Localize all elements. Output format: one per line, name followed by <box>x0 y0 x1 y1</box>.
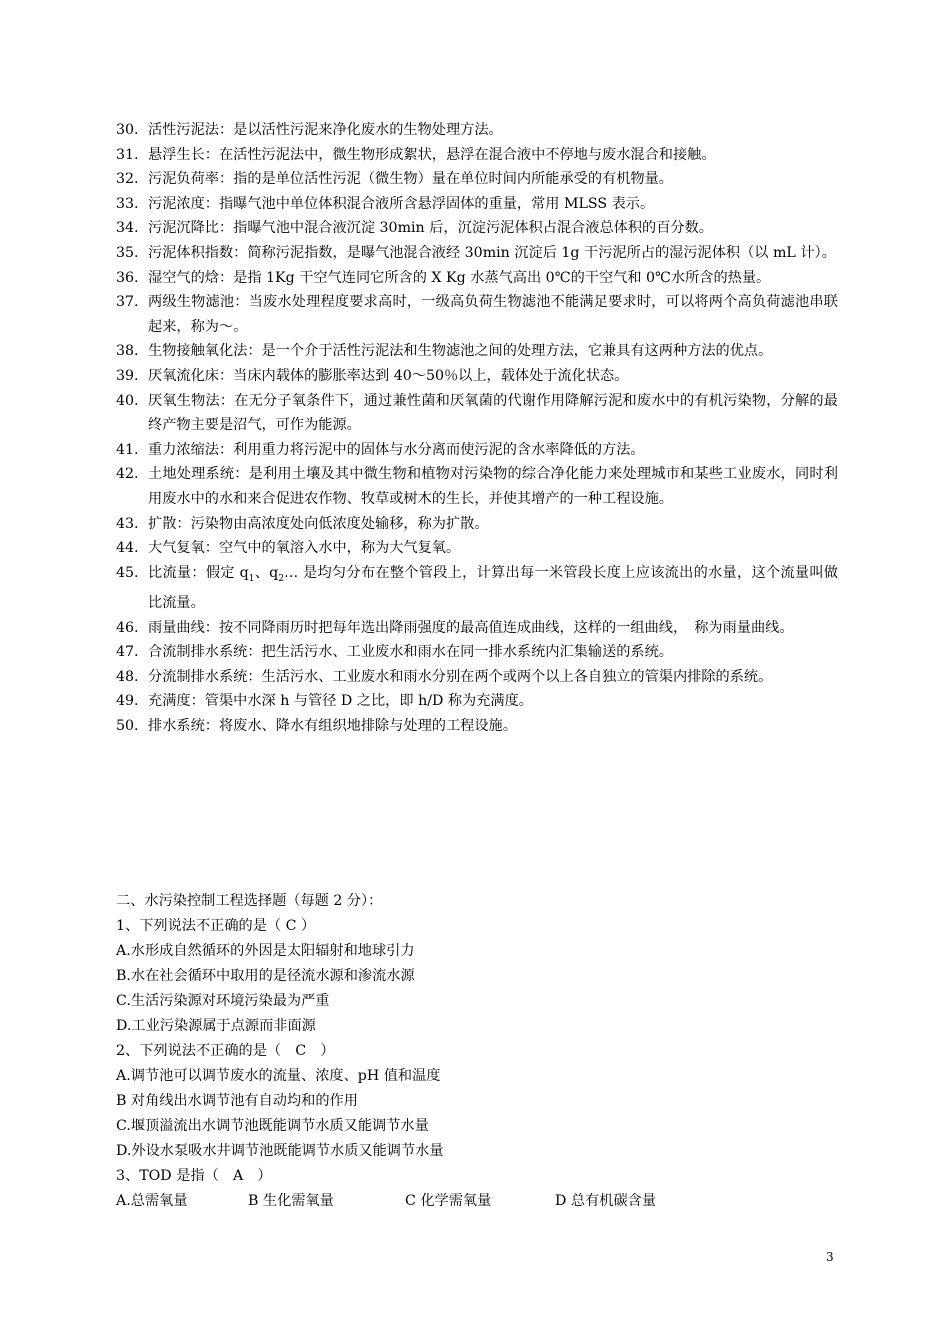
list-item: 50. 排水系统：将废水、降水有组织地排除与处理的工程设施。 <box>116 718 517 735</box>
list-item: 45. 比流量：假定 $q_1$、$q_2\dots$ 是均匀分布在整个管段上，计算出每一米管段长度上应该流出的水量，这个流量叫做比流量。 <box>116 564 839 612</box>
option-c: C.生活污染源对环境污染最为严重 <box>116 993 330 1009</box>
list-item: 39. 厌氧流化床：当床内载体的膨胀率达到 40～50％以上，载体处于流化状态。 <box>116 367 629 384</box>
option-d: D.外设水泵吸水井调节池既能调节水质又能调节水量 <box>116 1143 444 1159</box>
list-item: 35. 污泥体积指数：简称污泥指数，是曝气池混合液经 30min 沉淀后 1g 干污泥所占的湿污泥体积（以 mL 计）。 <box>116 244 836 261</box>
list-item: 42. 土地处理系统：是利用土壤及其中微生物和植物对污染物的综合净化能力来处理城市和某些工业废水，同时利用废水中的水和来合促进农作物、牧草或树木的生长，并使其增产的一种工程设施。 <box>116 466 838 507</box>
option-c: C 化学需氧量 <box>405 1193 492 1209</box>
option-row <box>116 1189 838 1214</box>
option-b: B.水在社会循环中取用的是径流水源和渗流水源 <box>116 968 415 984</box>
choice-question-section <box>116 889 838 1214</box>
list-item: 32. 污泥负荷率：指的是单位活性污泥（微生物）量在单位时间内所能承受的有机物量。 <box>116 171 673 188</box>
list-item: 47. 合流制排水系统：把生活污水、工业废水和雨水在同一排水系统内汇集输送的系统。 <box>116 644 673 661</box>
list-item: 46. 雨量曲线：按不同降雨历时把每年选出降雨强度的最高值连成曲线，这样的一组曲线， 称为雨量曲线。 <box>116 619 794 636</box>
list-item: 30. 活性污泥法：是以活性污泥来净化废水的生物处理方法。 <box>116 122 503 138</box>
option-b: B 对角线出水调节池有自动均和的作用 <box>116 1093 358 1109</box>
list-item: 36. 湿空气的焓：是指 1Kg 干空气连同它所含的 X Kg 水蒸气高出 0℃的干空气和 0℃水所含的热量。 <box>116 269 771 286</box>
list-item: 44. 大气复氧：空气中的氧溶入水中，称为大气复氧。 <box>116 540 461 557</box>
section-heading: 二、水污染控制工程选择题（每题 2 分）： <box>116 893 383 909</box>
question-1: 1、下列说法不正确的是（ C ） <box>116 918 316 934</box>
option-c: C.堰顶溢流出水调节池既能调节水质又能调节水量 <box>116 1118 429 1134</box>
list-item: 48. 分流制排水系统：生活污水、工业废水和雨水分别在两个或两个以上各自独立的管渠内排除的系统。 <box>116 668 773 685</box>
list-item: 31. 悬浮生长：在活性污泥法中，微生物形成絮状，悬浮在混合液中不停地与废水混合和接触。 <box>116 146 716 163</box>
list-item: 34. 污泥沉降比：指曝气池中混合液沉淀 30min 后，沉淀污泥体积占混合液总体积的百分数。 <box>116 220 713 237</box>
option-a: A.调节池可以调节废水的流量、浓度、pH 值和温度 <box>116 1068 441 1084</box>
option-d: D.工业污染源属于点源而非面源 <box>116 1018 316 1034</box>
question-3: 3、TOD 是指（ A ） <box>116 1168 272 1184</box>
definition-list <box>116 118 838 739</box>
option-a: A.总需氧量 <box>116 1193 188 1209</box>
option-b: B 生化需氧量 <box>248 1193 334 1209</box>
list-item: 40. 厌氧生物法：在无分子氧条件下，通过兼性菌和厌氧菌的代谢作用降解污泥和废水中的有机污染物，分解的最终产物主要是沼气，可作为能源。 <box>116 392 838 434</box>
list-item: 33. 污泥浓度：指曝气池中单位体积混合液所含悬浮固体的重量，常用 MLSS 表示。 <box>116 195 655 212</box>
page-number: 3 <box>826 1250 834 1264</box>
list-item: 38. 生物接触氧化法：是一个介于活性污泥法和生物滤池之间的处理方法，它兼具有这两种方法的优点。 <box>116 343 773 360</box>
question-2: 2、下列说法不正确的是（ C ） <box>116 1043 335 1059</box>
list-item: 43. 扩散：污染物由高浓度处向低浓度处输移，称为扩散。 <box>116 515 489 532</box>
list-item: 37. 两级生物滤池：当废水处理程度要求高时，一级高负荷生物滤池不能满足要求时，可以将两个高负荷滤池串联起来，称为～。 <box>116 294 838 335</box>
option-a: A.水形成自然循环的外因是太阳辐射和地球引力 <box>116 943 415 959</box>
option-d: D 总有机碳含量 <box>555 1193 657 1209</box>
list-item: 49. 充满度：管渠中水深 h 与管径 D 之比，即 h/D 称为充满度。 <box>116 693 533 710</box>
list-item: 41. 重力浓缩法：利用重力将污泥中的固体与水分离而使污泥的含水率降低的方法。 <box>116 441 645 458</box>
